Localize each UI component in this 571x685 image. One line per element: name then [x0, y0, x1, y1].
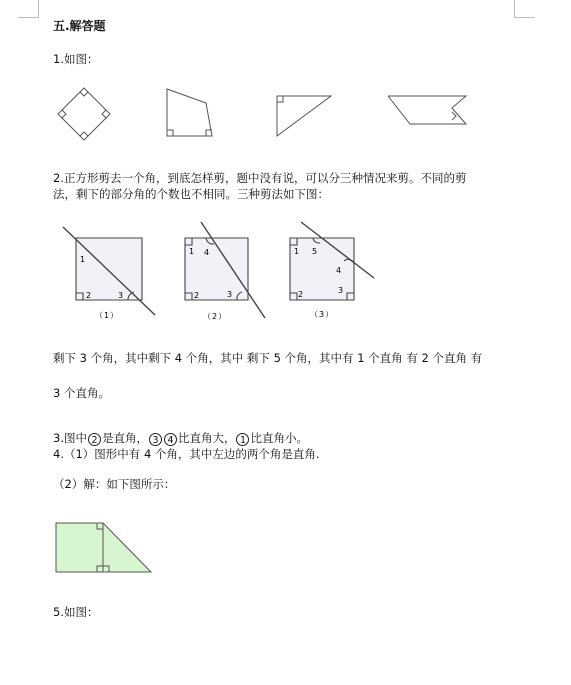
q2-fig2-angle-4: 4 — [204, 248, 210, 257]
q3-circled-4: 4 — [164, 433, 177, 446]
q2-fig2-angle-3: 3 — [227, 290, 233, 299]
q2-fig1-angle-1: 1 — [80, 255, 86, 264]
q5-label: 5.如图： — [53, 605, 99, 619]
q2-fig1-caption: （1） — [95, 311, 120, 320]
q2-fig3-angle-3: 3 — [338, 286, 344, 295]
q2-fig3-angle-1: 1 — [294, 247, 300, 256]
q2-fig3-caption: （3） — [310, 310, 335, 319]
q1-label: 1.如图： — [53, 52, 99, 66]
q2-fig3-angle-4: 4 — [336, 266, 342, 275]
q1-trapezoid — [167, 89, 212, 136]
q2-text-line1: 2.正方形剪去一个角，到底怎样剪，题中没有说，可以分三种情况来剪。不同的剪 — [53, 171, 467, 185]
q4-line2: （2）解：如下图所示： — [53, 477, 176, 491]
q1-right-triangle — [277, 96, 331, 136]
q1-cut-parallelogram — [388, 96, 466, 124]
q3-line — [53, 430, 308, 446]
q1-rotated-square — [58, 88, 110, 140]
q3-circled-2: 2 — [88, 433, 101, 446]
q2-text-line2: 法，剩下的部分角的个数也不相同。三种剪法如下图： — [53, 187, 329, 201]
q3-circled-3: 3 — [149, 433, 162, 446]
q2-fig2-angle-1: 1 — [189, 247, 195, 256]
crop-mark-left — [38, 0, 39, 18]
q4-figure — [0, 518, 571, 578]
q4-line1: 4.（1）图形中有 4 个角，其中左边的两个角是直角. — [53, 447, 320, 461]
crop-mark-left-h — [18, 17, 39, 18]
q2-figures — [0, 214, 571, 324]
q2-figure-2 — [185, 222, 265, 318]
q3-suffix: 比直角小。 — [250, 431, 308, 445]
q2-answer-line2: 3 个直角。 — [53, 386, 110, 400]
crop-mark-right-h — [514, 17, 535, 18]
q2-fig3-angle-2: 2 — [298, 290, 304, 299]
q3-circled-1: 1 — [236, 433, 249, 446]
q2-answer-line1: 剩下 3 个角，其中剩下 4 个角，其中 剩下 5 个角，其中有 1 个直角 有 2 个直角 有 — [53, 351, 483, 365]
q2-fig1-angle-3: 3 — [118, 291, 124, 300]
q2-fig1-angle-2: 2 — [86, 291, 92, 300]
q3-mid1: 是直角， — [101, 431, 148, 445]
q2-figure-1 — [63, 227, 155, 315]
crop-mark-right — [514, 0, 515, 18]
section-title: 五.解答题 — [53, 19, 106, 33]
q2-figure-3 — [290, 222, 374, 300]
q1-figures — [0, 80, 571, 146]
q2-fig3-angle-5: 5 — [312, 247, 318, 256]
q2-fig2-caption: （2） — [203, 312, 228, 321]
q3-mid2: 比直角大， — [177, 431, 236, 445]
q2-fig2-angle-2: 2 — [194, 291, 200, 300]
q3-prefix: 3.图中 — [53, 431, 87, 445]
